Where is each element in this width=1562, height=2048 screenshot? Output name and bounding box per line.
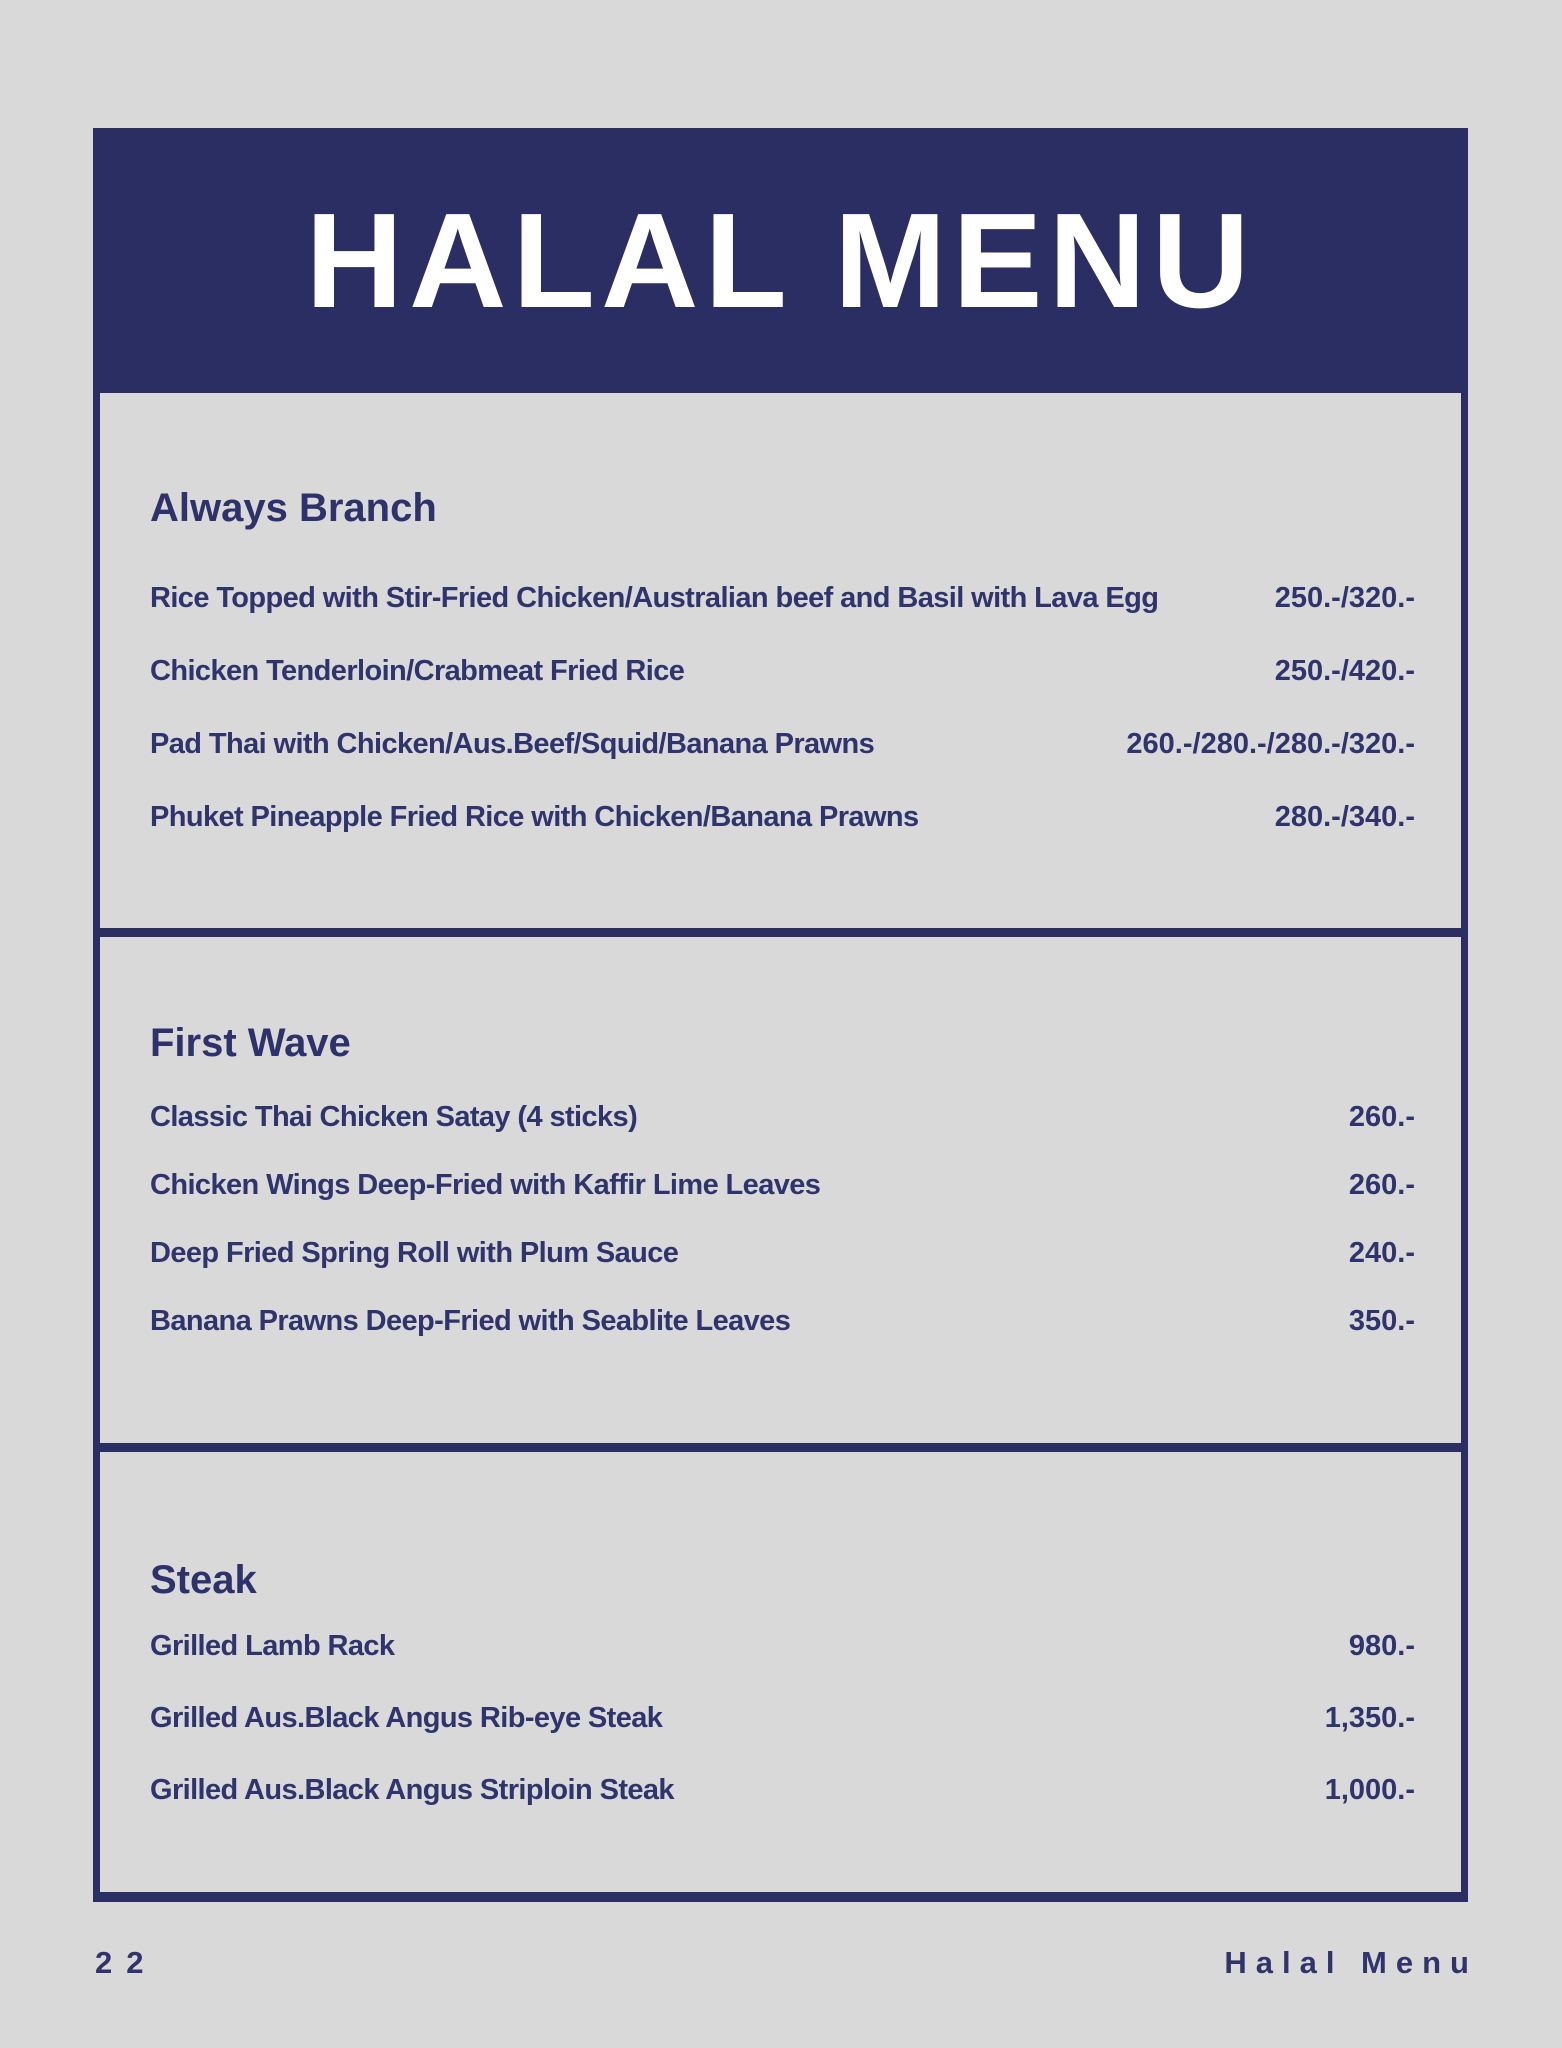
menu-item-row bbox=[150, 1626, 1415, 1666]
item-price: 350.- bbox=[1348, 1305, 1415, 1337]
menu-item-row bbox=[150, 1165, 1415, 1205]
menu-item-row bbox=[150, 1301, 1415, 1341]
item-name: Chicken Wings Deep-Fried with Kaffir Lime Leaves bbox=[150, 1169, 821, 1201]
section-heading: First Wave bbox=[150, 1021, 351, 1065]
item-name: Grilled Aus.Black Angus Striploin Steak bbox=[150, 1774, 674, 1806]
section-heading: Always Branch bbox=[150, 486, 437, 530]
menu-item-row bbox=[150, 578, 1415, 618]
section-first-wave bbox=[100, 937, 1461, 1443]
menu-header bbox=[100, 128, 1461, 393]
item-price: 280.-/340.- bbox=[1274, 801, 1415, 833]
menu-item-row bbox=[150, 1097, 1415, 1137]
page-title: HALAL MENU bbox=[305, 185, 1256, 336]
item-price: 1,350.- bbox=[1324, 1702, 1415, 1734]
menu-item-row bbox=[150, 651, 1415, 691]
item-price: 260.- bbox=[1348, 1101, 1415, 1133]
item-price: 250.-/320.- bbox=[1274, 582, 1415, 614]
item-name: Phuket Pineapple Fried Rice with Chicken/Banana Prawns bbox=[150, 801, 919, 833]
item-price: 250.-/420.- bbox=[1274, 655, 1415, 687]
item-name: Pad Thai with Chicken/Aus.Beef/Squid/Banana Prawns bbox=[150, 728, 875, 760]
item-price: 260.- bbox=[1348, 1169, 1415, 1201]
footer-menu-label: Halal Menu bbox=[1224, 1945, 1478, 1980]
section-rows bbox=[150, 578, 1415, 837]
section-rows bbox=[150, 1626, 1415, 1810]
item-name: Grilled Lamb Rack bbox=[150, 1630, 395, 1662]
item-name: Deep Fried Spring Roll with Plum Sauce bbox=[150, 1237, 679, 1269]
menu-item-row bbox=[150, 1233, 1415, 1273]
section-divider bbox=[100, 928, 1461, 937]
item-price: 260.-/280.-/280.-/320.- bbox=[1126, 728, 1415, 760]
menu-item-row bbox=[150, 1698, 1415, 1738]
section-divider bbox=[100, 1443, 1461, 1452]
item-name: Grilled Aus.Black Angus Rib-eye Steak bbox=[150, 1702, 663, 1734]
section-always-branch bbox=[100, 393, 1461, 928]
menu-item-row bbox=[150, 797, 1415, 837]
item-price: 1,000.- bbox=[1324, 1774, 1415, 1806]
item-name: Rice Topped with Stir-Fried Chicken/Australian beef and Basil with Lava Egg bbox=[150, 582, 1159, 614]
item-name: Banana Prawns Deep-Fried with Seablite Leaves bbox=[150, 1305, 791, 1337]
section-heading: Steak bbox=[150, 1558, 257, 1602]
section-rows bbox=[150, 1097, 1415, 1341]
item-name: Classic Thai Chicken Satay (4 sticks) bbox=[150, 1101, 638, 1133]
section-steak bbox=[100, 1452, 1461, 1892]
item-price: 980.- bbox=[1348, 1630, 1415, 1662]
menu-item-row bbox=[150, 724, 1415, 764]
menu-item-row bbox=[150, 1770, 1415, 1810]
item-name: Chicken Tenderloin/Crabmeat Fried Rice bbox=[150, 655, 685, 687]
menu-frame bbox=[93, 128, 1468, 1902]
item-price: 240.- bbox=[1348, 1237, 1415, 1269]
page-number: 22 bbox=[95, 1945, 158, 1980]
